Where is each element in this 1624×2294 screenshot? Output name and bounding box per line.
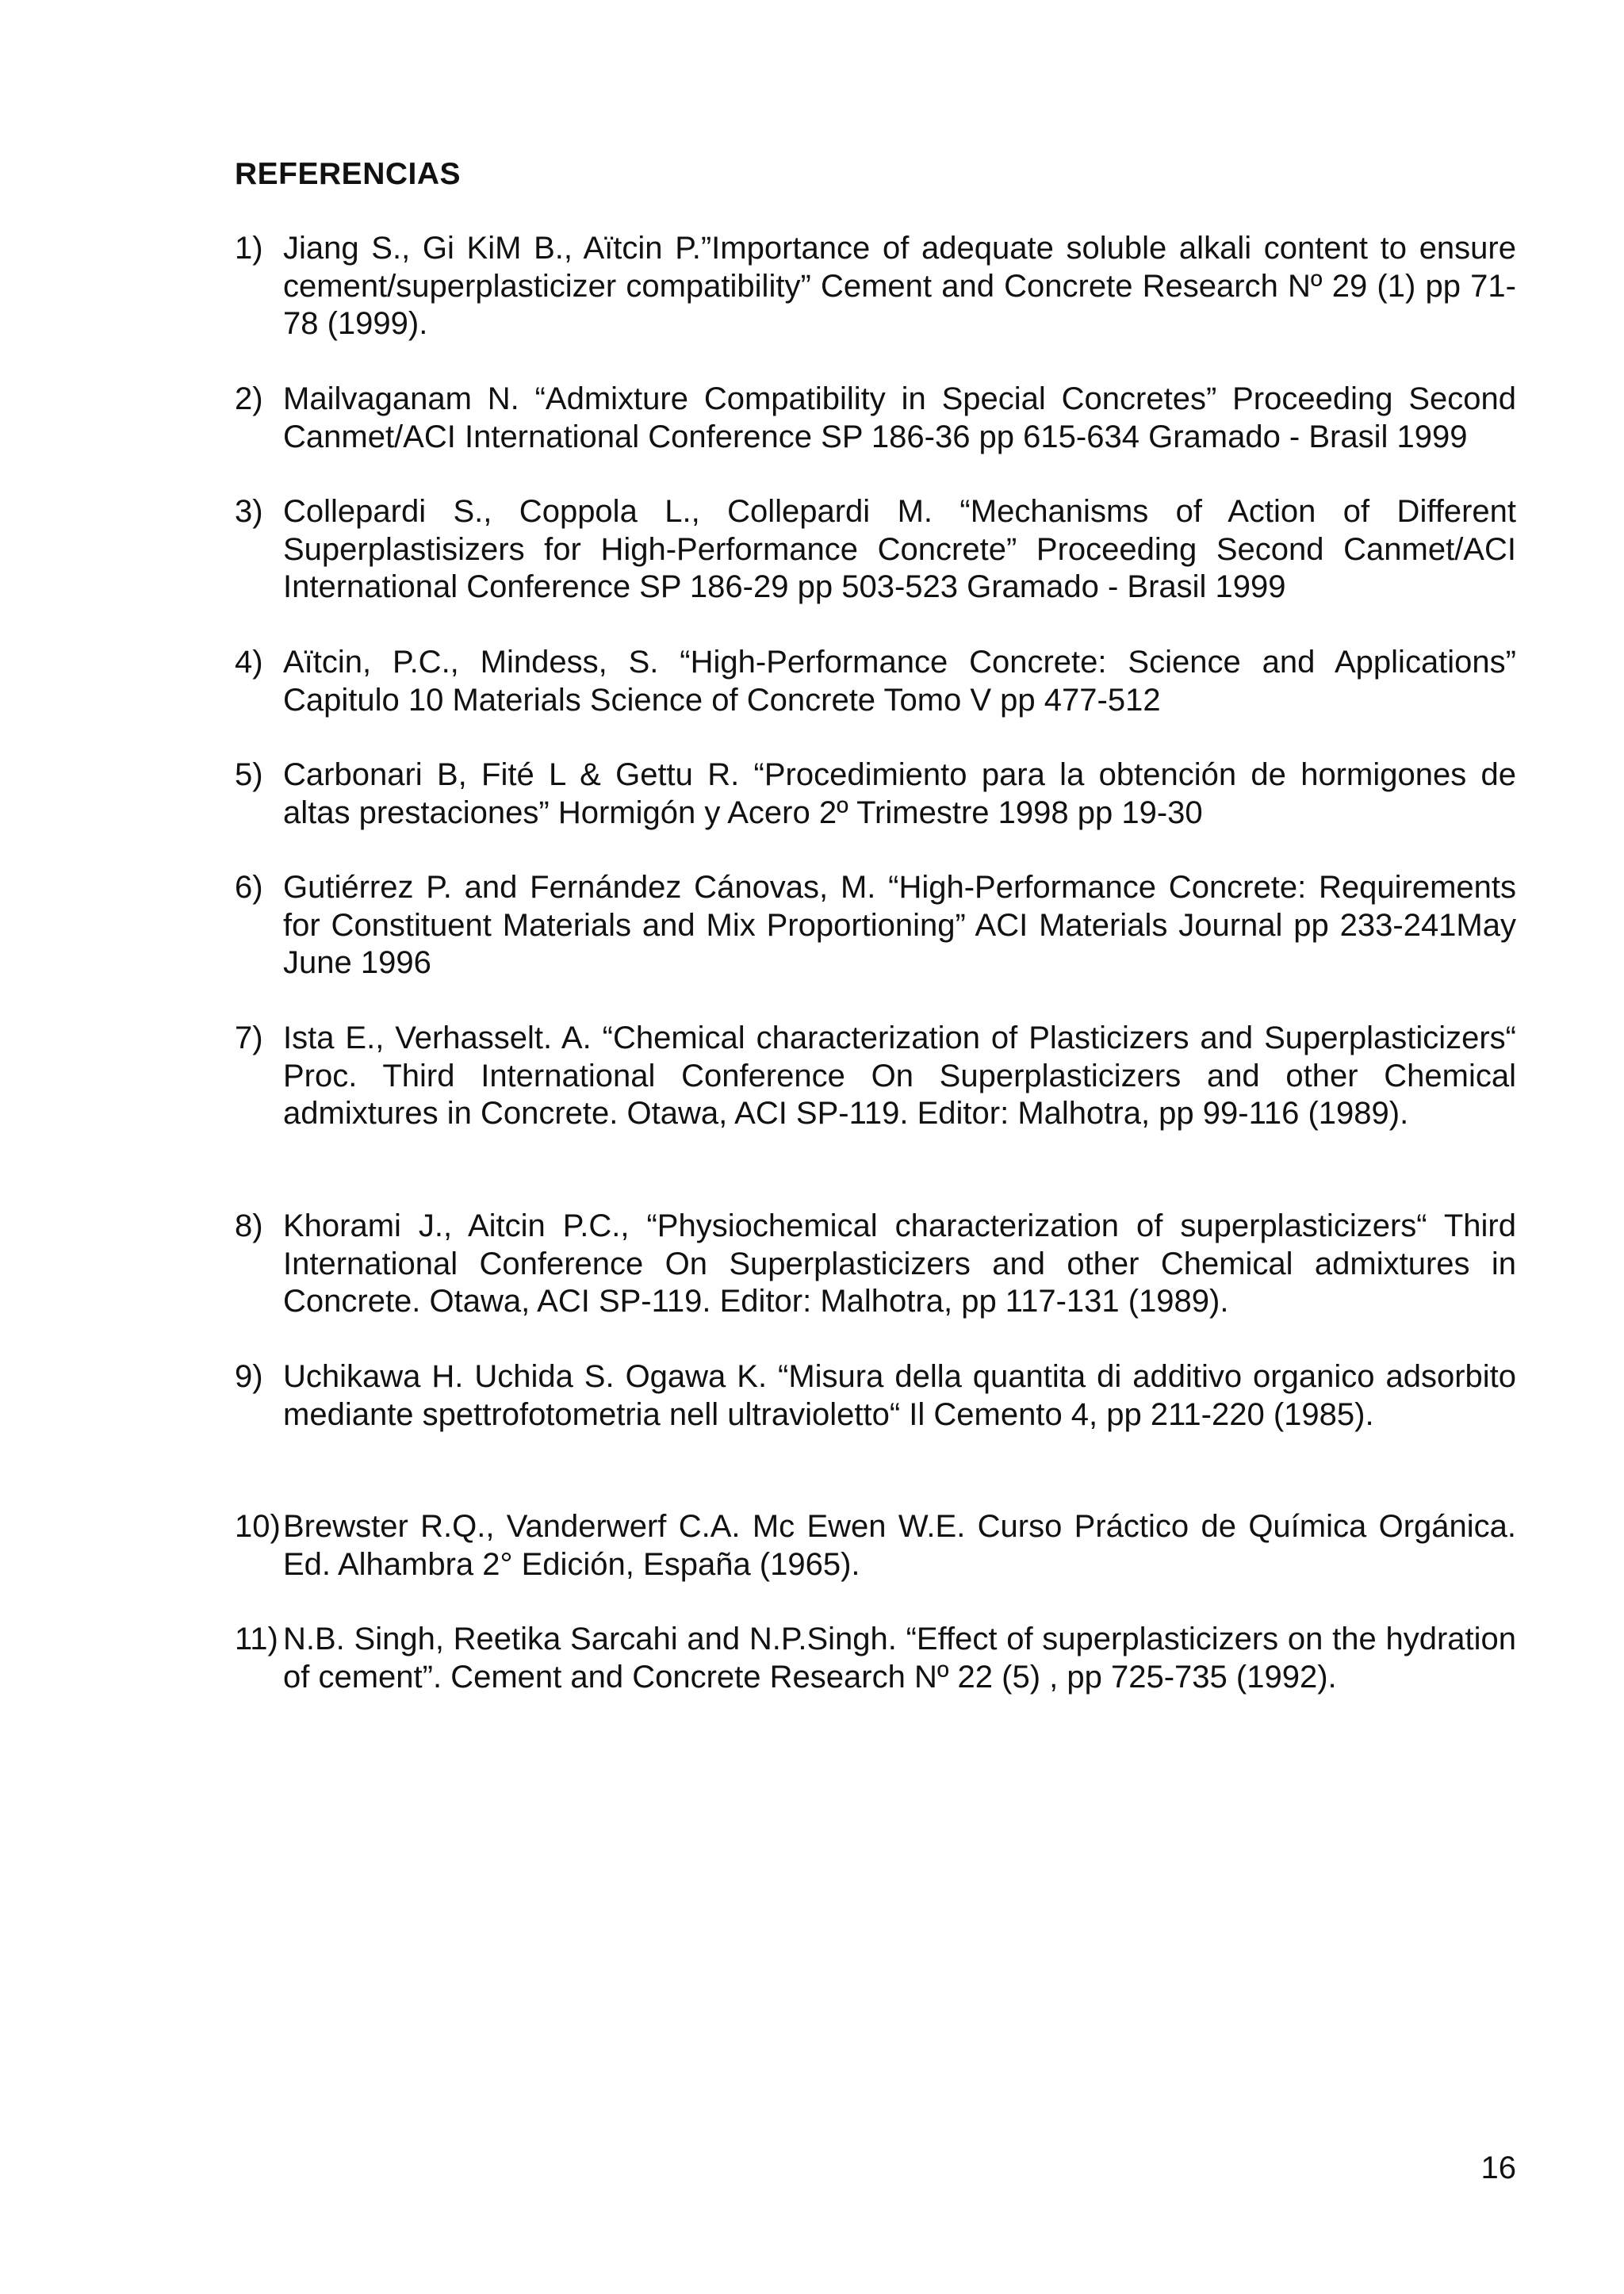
reference-number: 4) bbox=[235, 645, 263, 680]
reference-number: 3) bbox=[235, 494, 263, 529]
reference-number: 10) bbox=[235, 1509, 281, 1544]
reference-text: Ista E., Verhasselt. A. “Chemical characterization of Plasticizers and Superplasticizers“ Proc. Third International Conference On Superplasticizers and other Chemical admixtures in Concrete. Otawa, ACI SP-119. Editor: Malhotra, pp 99-116 (1989). bbox=[283, 1021, 1516, 1131]
reference-text: Uchikawa H. Uchida S. Ogawa K. “Misura della quantita di additivo organico adsorbito mediante spettrofotometria nell ultravioletto“ Il Cemento 4, pp 211-220 (1985). bbox=[283, 1359, 1516, 1432]
page-heading: REFERENCIAS bbox=[235, 157, 462, 191]
reference-number: 8) bbox=[235, 1208, 263, 1243]
reference-text: Carbonari B, Fité L & Gettu R. “Procedimiento para la obtención de hormigones de altas prestaciones” Hormigón y Acero 2º Trimestre 1998 pp 19-30 bbox=[283, 757, 1516, 830]
reference-number: 9) bbox=[235, 1359, 263, 1394]
reference-text: N.B. Singh, Reetika Sarcahi and N.P.Singh. “Effect of superplasticizers on the hydration of cement”. Cement and Concrete Research Nº 22 (5) , pp 725-735 (1992). bbox=[283, 1622, 1516, 1695]
reference-number: 5) bbox=[235, 757, 263, 792]
reference-number: 1) bbox=[235, 231, 263, 266]
reference-number: 2) bbox=[235, 381, 263, 416]
reference-text: Collepardi S., Coppola L., Collepardi M. “Mechanisms of Action of Different Superplastisizers for High-Performance Concrete” Proceeding Second Canmet/ACI International Conference SP 186-29 pp 503-523 Gramado - Brasil 1999 bbox=[283, 494, 1516, 604]
reference-number: 7) bbox=[235, 1021, 263, 1055]
page-number: 16 bbox=[1480, 2150, 1516, 2185]
reference-text: Khorami J., Aitcin P.C., “Physiochemical characterization of superplasticizers“ Third International Conference On Superplasticizers and other Chemical admixtures in Concrete. Otawa, ACI SP-119. Editor: Malhotra, pp 117-131 (1989). bbox=[283, 1208, 1516, 1319]
reference-text: Brewster R.Q., Vanderwerf C.A. Mc Ewen W.E. Curso Práctico de Química Orgánica. Ed. Alhambra 2° Edición, España (1965). bbox=[283, 1509, 1516, 1582]
reference-number: 11) bbox=[235, 1622, 278, 1656]
reference-number: 6) bbox=[235, 870, 263, 905]
reference-text: Mailvaganam N. “Admixture Compatibility in Special Concretes” Proceeding Second Canmet/ACI International Conference SP 186-36 pp 615-634 Gramado - Brasil 1999 bbox=[283, 381, 1516, 454]
reference-text: Gutiérrez P. and Fernández Cánovas, M. “High-Performance Concrete: Requirements for Constituent Materials and Mix Proportioning” ACI Materials Journal pp 233-241May June 1996 bbox=[283, 870, 1516, 980]
reference-text: Jiang S., Gi KiM B., Aïtcin P.”Importance of adequate soluble alkali content to ensure cement/superplasticizer compatibility” Cement and Concrete Research Nº 29 (1) pp 71-78 (1999). bbox=[283, 231, 1516, 341]
reference-text: Aïtcin, P.C., Mindess, S. “High-Performance Concrete: Science and Applications” Capitulo 10 Materials Science of Concrete Tomo V pp 477-512 bbox=[283, 645, 1516, 718]
